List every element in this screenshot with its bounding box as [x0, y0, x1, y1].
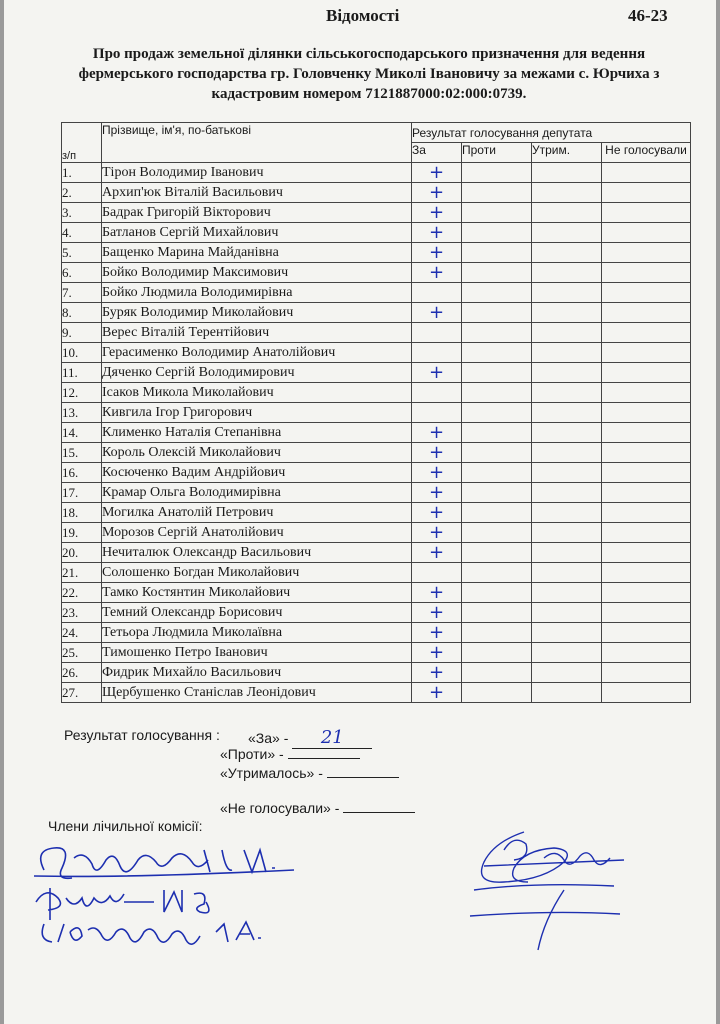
row-name: Батланов Сергій Михайлович [102, 223, 412, 243]
row-vote-za: + [412, 203, 462, 223]
row-name: Тетьора Людмила Миколаївна [102, 623, 412, 643]
row-vote-ne [602, 663, 691, 683]
row-vote-ne [602, 643, 691, 663]
header-result: Результат голосування депутата [412, 123, 691, 143]
row-name: Бадрак Григорій Вікторович [102, 203, 412, 223]
row-vote-ne [602, 243, 691, 263]
row-name: Фидрик Михайло Васильович [102, 663, 412, 683]
row-vote-utrym [532, 203, 602, 223]
row-vote-ne [602, 543, 691, 563]
row-vote-ne [602, 183, 691, 203]
row-vote-proty [462, 363, 532, 383]
row-name: Щербушенко Станіслав Леонідович [102, 683, 412, 703]
row-vote-za [412, 283, 462, 303]
header-proty: Проти [462, 143, 532, 163]
document-title: Відомості [326, 6, 400, 25]
row-vote-za: + [412, 463, 462, 483]
row-vote-utrym [532, 423, 602, 443]
table-row [62, 283, 691, 303]
results-za-value: 21 [292, 727, 372, 749]
row-name: Морозов Сергій Анатолійович [102, 523, 412, 543]
row-vote-utrym [532, 443, 602, 463]
row-number: 19. [62, 523, 102, 543]
row-vote-proty [462, 563, 532, 583]
row-vote-utrym [532, 643, 602, 663]
row-vote-proty [462, 623, 532, 643]
table-row [62, 663, 691, 683]
row-vote-utrym [532, 463, 602, 483]
row-number: 8. [62, 303, 102, 323]
table-row [62, 223, 691, 243]
row-vote-za: + [412, 223, 462, 243]
row-vote-ne [602, 263, 691, 283]
row-number: 20. [62, 543, 102, 563]
row-vote-ne [602, 463, 691, 483]
row-vote-utrym [532, 563, 602, 583]
row-vote-proty [462, 683, 532, 703]
signatures-area [4, 820, 716, 1020]
row-vote-proty [462, 283, 532, 303]
row-vote-utrym [532, 483, 602, 503]
row-vote-za: + [412, 583, 462, 603]
row-number: 5. [62, 243, 102, 263]
row-vote-proty [462, 483, 532, 503]
table-row [62, 463, 691, 483]
row-name: Бойко Володимир Максимович [102, 263, 412, 283]
table-row [62, 323, 691, 343]
row-vote-utrym [532, 403, 602, 423]
row-vote-ne [602, 523, 691, 543]
row-vote-za: + [412, 683, 462, 703]
row-name: Крамар Ольга Володимирівна [102, 483, 412, 503]
row-number: 4. [62, 223, 102, 243]
results-proty [220, 746, 360, 762]
header-utrym: Утрим. [532, 143, 602, 163]
row-number: 18. [62, 503, 102, 523]
row-vote-ne [602, 163, 691, 183]
row-vote-utrym [532, 383, 602, 403]
row-vote-proty [462, 183, 532, 203]
header-ne-golosuvaly: Не голосували [602, 143, 691, 163]
row-vote-za: + [412, 623, 462, 643]
row-number: 9. [62, 323, 102, 343]
table-row [62, 583, 691, 603]
row-name: Тамко Костянтин Миколайович [102, 583, 412, 603]
table-row [62, 183, 691, 203]
row-name: Дяченко Сергій Володимирович [102, 363, 412, 383]
table-row [62, 483, 691, 503]
results-proty-blank [288, 746, 360, 759]
row-vote-ne [602, 443, 691, 463]
document-description: Про продаж земельної ділянки сільськогосподарського призначення для ведення фермерського господарства гр. Головченку Миколі Івановичу за межами с. Юрчиха з кадастровим номером 7121887000:02:000:0739. [78, 46, 660, 102]
table-row [62, 603, 691, 623]
table-row [62, 243, 691, 263]
row-number: 25. [62, 643, 102, 663]
row-vote-za: + [412, 663, 462, 683]
row-vote-ne [602, 203, 691, 223]
table-row [62, 263, 691, 283]
row-vote-proty [462, 603, 532, 623]
row-name: Клименко Наталія Степанівна [102, 423, 412, 443]
row-vote-ne [602, 683, 691, 703]
row-vote-proty [462, 503, 532, 523]
row-number: 2. [62, 183, 102, 203]
header-number: з/п [62, 123, 102, 163]
row-vote-proty [462, 423, 532, 443]
row-number: 27. [62, 683, 102, 703]
row-number: 16. [62, 463, 102, 483]
row-number: 1. [62, 163, 102, 183]
row-name: Нечиталюк Олександр Васильович [102, 543, 412, 563]
results-utrym [220, 765, 399, 781]
results-utrym-blank [327, 765, 399, 778]
row-vote-utrym [532, 183, 602, 203]
row-vote-proty [462, 443, 532, 463]
row-vote-utrym [532, 583, 602, 603]
document-number: 46-23 [628, 6, 668, 25]
row-vote-ne [602, 423, 691, 443]
row-vote-utrym [532, 503, 602, 523]
commission-label: Члени лічильної комісії: [48, 818, 203, 834]
row-vote-za [412, 383, 462, 403]
table-row [62, 563, 691, 583]
row-vote-utrym [532, 523, 602, 543]
row-name: Тірон Володимир Іванович [102, 163, 412, 183]
row-vote-utrym [532, 363, 602, 383]
row-vote-za: + [412, 543, 462, 563]
row-vote-proty [462, 343, 532, 363]
row-vote-za: + [412, 163, 462, 183]
row-vote-utrym [532, 603, 602, 623]
row-vote-proty [462, 403, 532, 423]
row-number: 26. [62, 663, 102, 683]
row-vote-za: + [412, 303, 462, 323]
row-vote-za: + [412, 523, 462, 543]
row-vote-za: + [412, 503, 462, 523]
row-name: Солошенко Богдан Миколайович [102, 563, 412, 583]
table-row [62, 443, 691, 463]
row-vote-proty [462, 463, 532, 483]
row-vote-utrym [532, 303, 602, 323]
row-number: 12. [62, 383, 102, 403]
row-number: 23. [62, 603, 102, 623]
signature-3 [42, 922, 261, 944]
row-name: Архип'юк Віталій Васильович [102, 183, 412, 203]
row-vote-ne [602, 503, 691, 523]
results-ne [220, 800, 415, 816]
row-vote-za: + [412, 263, 462, 283]
table-row [62, 503, 691, 523]
row-vote-utrym [532, 243, 602, 263]
row-vote-utrym [532, 623, 602, 643]
table-row [62, 523, 691, 543]
header-za: За [412, 143, 462, 163]
row-vote-ne [602, 623, 691, 643]
row-vote-ne [602, 563, 691, 583]
table-row [62, 363, 691, 383]
row-vote-ne [602, 363, 691, 383]
row-vote-proty [462, 223, 532, 243]
row-name: Могилка Анатолій Петрович [102, 503, 412, 523]
row-vote-proty [462, 583, 532, 603]
row-vote-proty [462, 163, 532, 183]
row-vote-proty [462, 643, 532, 663]
signature-4 [470, 832, 624, 950]
row-number: 7. [62, 283, 102, 303]
row-vote-ne [602, 223, 691, 243]
signature-2 [36, 888, 209, 920]
row-number: 22. [62, 583, 102, 603]
row-number: 6. [62, 263, 102, 283]
row-name: Герасименко Володимир Анатолійович [102, 343, 412, 363]
row-vote-utrym [532, 323, 602, 343]
row-vote-utrym [532, 343, 602, 363]
row-number: 10. [62, 343, 102, 363]
row-vote-ne [602, 603, 691, 623]
row-vote-za: + [412, 643, 462, 663]
row-vote-proty [462, 663, 532, 683]
row-vote-ne [602, 383, 691, 403]
row-name: Буряк Володимир Миколайович [102, 303, 412, 323]
signature-1 [34, 848, 294, 878]
row-number: 17. [62, 483, 102, 503]
row-number: 14. [62, 423, 102, 443]
table-row [62, 683, 691, 703]
document-sheet [4, 0, 716, 1024]
table-row [62, 623, 691, 643]
row-vote-za: + [412, 183, 462, 203]
row-vote-za [412, 343, 462, 363]
row-number: 13. [62, 403, 102, 423]
row-vote-za: + [412, 423, 462, 443]
row-vote-proty [462, 303, 532, 323]
row-name: Косюченко Вадим Андрійович [102, 463, 412, 483]
row-number: 3. [62, 203, 102, 223]
table-row [62, 543, 691, 563]
row-name: Тимошенко Петро Іванович [102, 643, 412, 663]
row-vote-za: + [412, 443, 462, 463]
table-row [62, 423, 691, 443]
row-name: Верес Віталій Терентійович [102, 323, 412, 343]
table-row [62, 383, 691, 403]
row-vote-utrym [532, 283, 602, 303]
row-name: Бащенко Марина Майданівна [102, 243, 412, 263]
table-row [62, 343, 691, 363]
row-name: Кивгила Ігор Григорович [102, 403, 412, 423]
results-za-label: «За» - [248, 730, 289, 746]
row-vote-proty [462, 323, 532, 343]
results-utrym-label: «Утрималось» - [220, 765, 323, 781]
row-vote-utrym [532, 223, 602, 243]
row-vote-proty [462, 263, 532, 283]
row-vote-ne [602, 483, 691, 503]
row-vote-za [412, 403, 462, 423]
row-vote-proty [462, 383, 532, 403]
row-vote-ne [602, 343, 691, 363]
table-row [62, 303, 691, 323]
row-vote-ne [602, 303, 691, 323]
row-vote-utrym [532, 663, 602, 683]
row-vote-utrym [532, 263, 602, 283]
row-number: 24. [62, 623, 102, 643]
row-vote-utrym [532, 683, 602, 703]
votes-table [61, 122, 691, 703]
row-name: Темний Олександр Борисович [102, 603, 412, 623]
row-vote-ne [602, 583, 691, 603]
row-vote-za: + [412, 243, 462, 263]
row-vote-utrym [532, 543, 602, 563]
row-vote-proty [462, 203, 532, 223]
results-ne-blank [343, 800, 415, 813]
row-vote-za [412, 563, 462, 583]
table-row [62, 643, 691, 663]
row-vote-proty [462, 543, 532, 563]
row-number: 21. [62, 563, 102, 583]
results-ne-label: «Не голосували» - [220, 800, 340, 816]
row-vote-za: + [412, 363, 462, 383]
row-vote-ne [602, 403, 691, 423]
results-label: Результат голосування : [64, 727, 220, 743]
row-vote-ne [602, 283, 691, 303]
row-vote-proty [462, 523, 532, 543]
header-name: Прізвище, ім'я, по-батькові [102, 123, 412, 163]
row-name: Король Олексій Миколайович [102, 443, 412, 463]
row-name: Ісаков Микола Миколайович [102, 383, 412, 403]
row-vote-utrym [532, 163, 602, 183]
row-vote-ne [602, 323, 691, 343]
row-vote-za [412, 323, 462, 343]
results-proty-label: «Проти» - [220, 746, 284, 762]
votes-table-body [62, 163, 691, 703]
row-number: 15. [62, 443, 102, 463]
row-vote-za: + [412, 483, 462, 503]
table-row [62, 203, 691, 223]
table-row [62, 403, 691, 423]
table-row [62, 163, 691, 183]
row-name: Бойко Людмила Володимирівна [102, 283, 412, 303]
row-vote-proty [462, 243, 532, 263]
row-vote-za: + [412, 603, 462, 623]
row-number: 11. [62, 363, 102, 383]
